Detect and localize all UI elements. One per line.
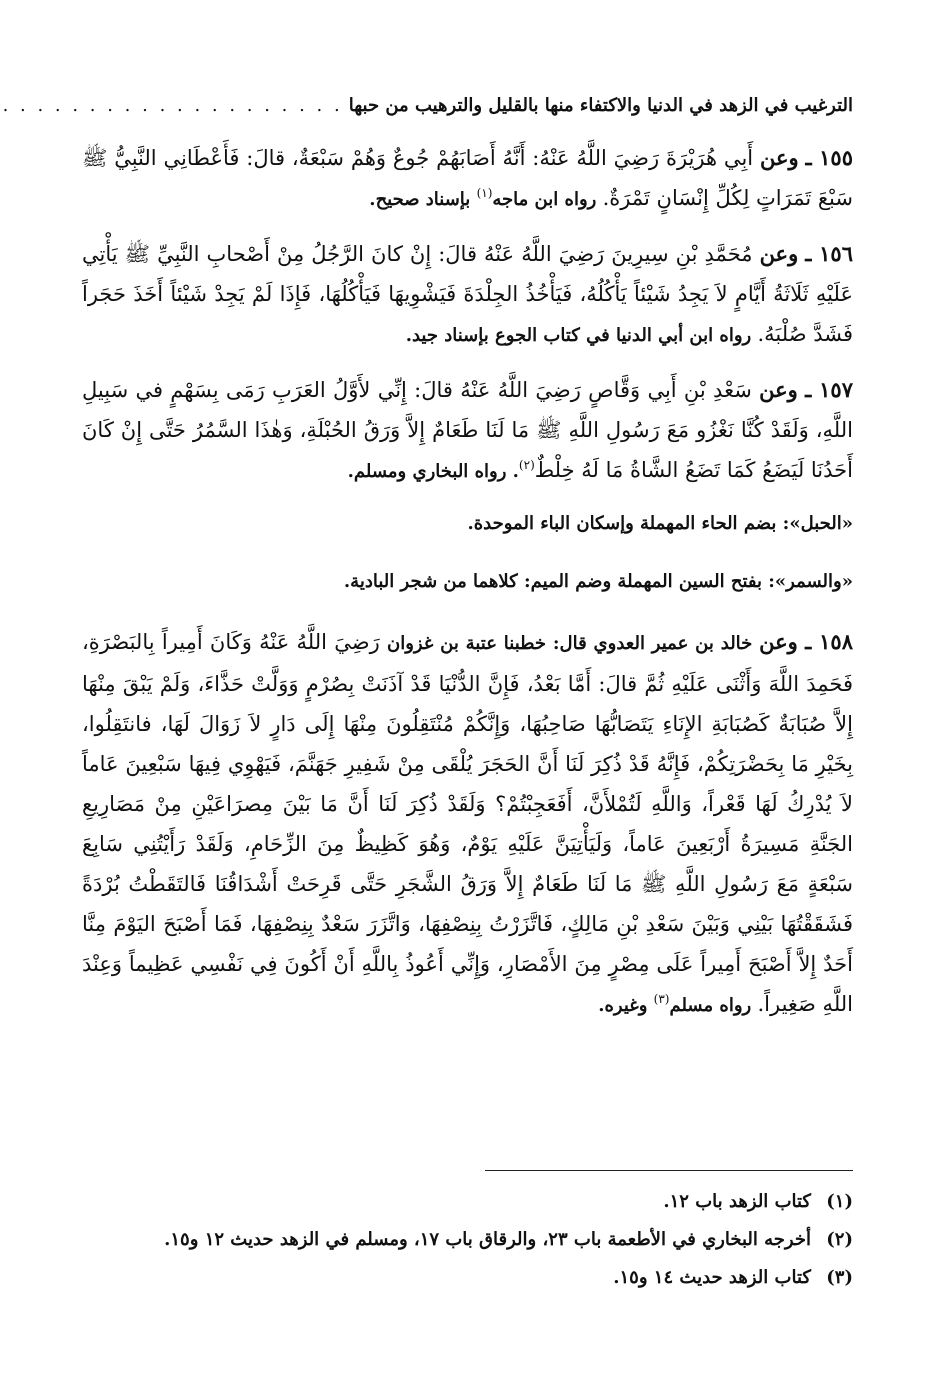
footnote-number: (١) (826, 1191, 853, 1212)
hadith-lead: خالد بن عمير العدوي قال: خطبنا عتبة بن غزوان (387, 633, 760, 654)
footnote-ref: (١) (476, 186, 493, 200)
hadith-number: ١٥٨ ـ (805, 629, 853, 654)
gloss-samur: «والسمر»: بفتح السين المهملة وضم الميم: كلاهما من شجر البادية. (343, 571, 853, 592)
hadith-156 (82, 234, 853, 356)
footnote-2 (82, 1223, 853, 1257)
hadith-text: سَعْدِ بْنِ أَبِي وَقَّاصٍ رَضِيَ اللَّهُ عَنْهُ قالَ: إِنِّي لأَوَّلُ العَرَبِ رَمَى بِسَهْمٍ في سَبِيلِ اللَّهِ، وَلَقَدْ كُنَّا نَغْزُو مَعَ رَسُولِ اللَّهِ ﷺ مَا لَنَا طَعَامٌ إِلاَّ وَرَقُ الحُبْلَةِ، وَهٰذَا السَّمُرُ حَتَّى إِنْ كَانَ أَحَدُنَا لَيَضَعُ كَمَا تَضَعُ الشَّاةُ مَا لَهُ خِلْطٌ (82, 378, 853, 482)
hadith-157 (82, 370, 853, 492)
hadith-citation-tail: وغيره. (598, 995, 654, 1016)
header-leader-dots: . . . . . . . . . . . . . . . . . . . . (2, 95, 343, 116)
header-title: الترغيب في الزهد في الدنيا والاكتفاء منها بالقليل والترهيب من حبها (348, 95, 853, 116)
hadith-number: ١٥٦ ـ (805, 241, 853, 266)
footnote-number: (٢) (826, 1229, 853, 1250)
main-text (82, 138, 853, 1040)
footnotes (82, 1185, 853, 1299)
hadith-text: رَضِيَ اللَّهُ عَنْهُ وَكَانَ أَمِيراً بِالبَصْرَةِ، فَحَمِدَ اللَّهَ وَأَثْنَى عَلَيْهِ ثُمَّ قالَ: أَمَّا بَعْدُ، فَإِنَّ الدُّنْيَا قَدْ آذَنَتْ بِصُرْمٍ وَوَلَّتْ حَذَّاءَ، وَلَمْ يَبْقَ مِنْهَا إِلاَّ صُبَابَةٌ كَصُبَابَةِ الإِنَاءِ يَتَصَابُّهَا صَاحِبُهَا، وَإِنَّكُمْ مُنْتَقِلُونَ مِنْهَا إِلَى دَارٍ لاَ زَوَالَ لَهَا، فانتَقِلُوا، بِخَيْرِ مَا بِحَضْرَتِكُمْ، فَإِنَّهُ قَدْ ذُكِرَ لَنَا أَنَّ الحَجَرَ يُلْقَى مِنْ شَفِيرِ جَهَنَّمَ، فَيَهْوِي فِيهَا سَبْعِينَ عَاماً لاَ يُدْرِكُ لَهَا قَعْراً، وَاللَّهِ لَتُمْلأَنَّ، أَفَعَجِبْتُمْ؟ وَلَقَدْ ذُكِرَ لَنَا أَنَّ مَا بَيْنَ مِصرَاعَيْنِ مِنْ مَصَارِيعِ الجَنَّةِ مَسِيرَةُ أَرْبَعِينَ عَاماً، وَلَيَأْتِيَنَّ عَلَيْهِ يَوْمٌ، وَهُوَ كَظِيظٌ مِنَ الزِّحَامِ، وَلَقَدْ رَأَيْتُنِي سَابِعَ سَبْعَةٍ مَعَ رَسُولِ اللَّهِ ﷺ مَا لَنَا طَعَامٌ إِلاَّ وَرَقُ الشَّجَرِ حَتَّى قَرِحَتْ أَشْدَاقُنَا فَالتَقَطْتُ بُرْدَةً فَشَقَقْتُهَا بَيْنِي وَبَيْنَ سَعْدِ بْنِ مَالِكٍ، فَاتَّزَرْتُ بِنِصْفِهَا، وَاتَّزَرَ سَعْدٌ بِنِصْفِهَا، فَمَا أَصْبَحَ اليَوْمَ مِنَّا أَحَدٌ إِلاَّ أَصْبَحَ أَمِيراً عَلَى مِصْرٍ مِنَ الأَمْصَارِ، وَإِنِّي أَعُوذُ بِاللَّهِ أَنْ أَكُونَ فِي نَفْسِي عَظِيماً وَعِنْدَ اللَّهِ صَغِيراً. (82, 630, 853, 1016)
hadith-intro: وعن (759, 377, 798, 402)
hadith-number: ١٥٧ ـ (805, 377, 853, 402)
footnote-1 (82, 1185, 853, 1219)
hadith-intro: وعن (759, 629, 798, 654)
footnote-text: كتاب الزهد باب ١٢. (663, 1191, 811, 1212)
hadith-citation: رواه ابن أبي الدنيا في كتاب الجوع بإسناد جيد. (405, 325, 758, 346)
hadith-text: أَبِي هُرَيْرَةَ رَضِيَ اللَّهُ عَنْهُ: أَنَّهُ أَصَابَهُمْ جُوعٌ وَهُمْ سَبْعَةٌ، قالَ: فَأَعْطَانِي النَّبِيُّ ﷺ سَبْعَ تَمَرَاتٍ لِكُلِّ إِنْسَانٍ تَمْرَةٌ. (82, 146, 853, 210)
hadith-citation: رواه ابن ماجه (492, 189, 603, 210)
footnote-text: كتاب الزهد حديث ١٤ و١٥. (613, 1267, 811, 1288)
hadith-intro: وعن (759, 241, 799, 266)
running-header (2, 82, 853, 116)
hadith-text: مُحَمَّدِ بْنِ سِيرِينَ رَضِيَ اللَّهُ عَنْهُ قالَ: إِنْ كانَ الرَّجُلُ مِنْ أَصْحابِ النَّبِيِّ ﷺ يَأْتِي عَلَيْهِ ثَلَاثَةُ أَيَّامٍ لاَ يَجِدُ شَيْئاً يَأْكُلُهُ، فَيَأْخُذُ الجِلْدَةَ فَيَشْوِيهَا فَيَأْكُلُهَا، فَإِذَا لَمْ يَجِدْ شَيْئاً أَخَذَ حَجَراً فَشَدَّ صُلْبَهُ. (82, 242, 853, 346)
footnote-ref: (٣) (653, 992, 670, 1006)
hadith-intro: وعن (759, 145, 799, 170)
footnote-divider (485, 1170, 853, 1171)
hadith-citation: رواه مسلم (669, 995, 758, 1016)
gloss-habl: «الحبل»: بضم الحاء المهملة وإسكان الباء الموحدة. (467, 513, 853, 534)
hadith-number: ١٥٥ ـ (805, 145, 853, 170)
hadith-citation-tail: . رواه البخاري ومسلم. (347, 461, 519, 482)
hadith-citation-tail: بإسناد صحيح. (369, 189, 477, 210)
footnote-text: أخرجه البخاري في الأطعمة باب ٢٣، والرقاق باب ١٧، ومسلم في الزهد حديث ١٢ و١٥. (164, 1229, 811, 1250)
footnote-number: (٣) (826, 1267, 853, 1288)
footnote-3 (82, 1261, 853, 1295)
footnote-ref: (٢) (518, 458, 535, 472)
hadith-155 (82, 138, 853, 220)
hadith-158 (82, 622, 853, 1026)
